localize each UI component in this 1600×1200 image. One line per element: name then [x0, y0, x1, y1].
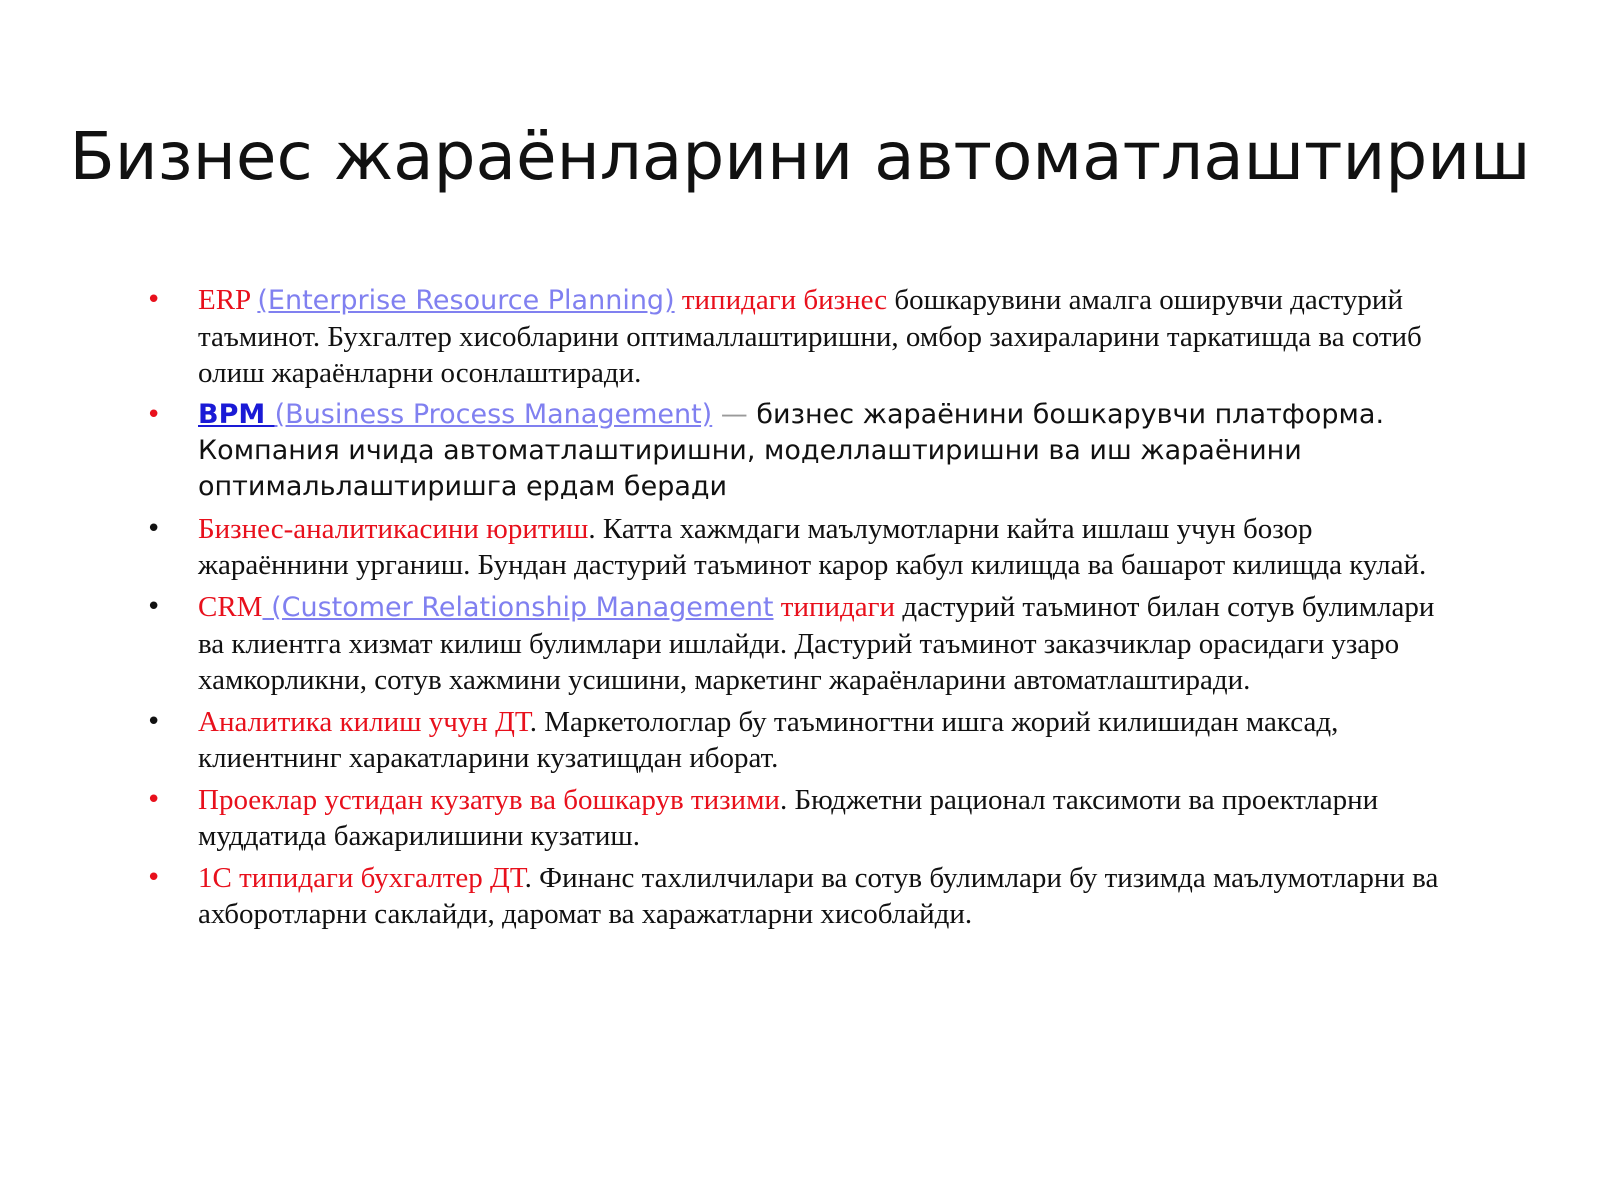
bullet-item-1c: [140, 860, 1460, 932]
analytics-software-description: . Маркетологлар бу таъминогтни ишга жорий килишидан максад, клиентнинг харакатларини кузатищдан иборат.: [198, 706, 1339, 774]
erp-label: ERP: [198, 284, 258, 316]
bullet-text: [198, 282, 1460, 391]
erp-description: бошкарувини амалга оширувчи дастурий таъминот. Бухгалтер хисобларини оптималлаштиришни, омбор захираларини таркатишда ва сотиб олиш жараёнларни осонлаштиради.: [198, 284, 1422, 389]
bullet-item-bpm: [140, 397, 1460, 505]
erp-link[interactable]: (Enterprise Resource Planning): [257, 285, 675, 316]
bullet-icon: •: [146, 863, 162, 893]
bullet-icon: •: [146, 785, 162, 815]
crm-link[interactable]: (Customer Relationship Management: [262, 592, 774, 623]
bullet-icon: •: [146, 707, 162, 737]
crm-type-label: типидаги: [773, 591, 896, 623]
bullet-item-projects: [140, 782, 1460, 854]
slide-title: Бизнес жараёнларини автоматлаштириш: [69, 118, 1531, 195]
bpm-description: бизнес жараёнини бошкарувчи платформа. Компания ичида автоматлаштиришни, моделлаштиришни ва иш жараёнини оптимальлаштиришга ердам беради: [198, 399, 1385, 502]
bullet-icon: •: [146, 592, 162, 622]
analytics-label: Бизнес-аналитикасини юритиш: [198, 513, 589, 545]
crm-description: дастурий таъминот билан сотув булимлари ва клиентга хизмат килиш булимлари ишлайди. Дастурий таъминот заказчиклар орасидаги узаро хамкорликни, сотув хажмини усишини, маркетинг жараёнларини автоматлаштиради.: [198, 591, 1435, 696]
bpm-full-link[interactable]: (Business Process Management): [274, 399, 713, 430]
bullet-item-erp: [140, 282, 1460, 391]
bullet-icon: •: [146, 285, 162, 315]
bullet-text: [198, 511, 1460, 583]
1c-label: 1С типидаги бухгалтер ДТ: [198, 862, 525, 894]
bullet-item-crm: [140, 589, 1460, 698]
bullet-text: [198, 397, 1460, 505]
erp-type-label: типидаги бизнес: [674, 284, 888, 316]
crm-label: CRM: [198, 591, 263, 623]
bullet-text: [198, 860, 1460, 932]
analytics-software-label: Аналитика килиш учун ДТ: [198, 706, 530, 738]
bullet-text: [198, 704, 1460, 776]
bullet-icon: •: [146, 400, 162, 430]
1c-description: . Финанс тахлилчилари ва сотув булимлари бу тизимда маълумотларни ва ахборотларни саклайди, даромат ва харажатларни хисоблайди.: [198, 862, 1439, 930]
bullet-list: [140, 282, 1460, 938]
bullet-item-analytics: [140, 511, 1460, 583]
analytics-description: . Катта хажмдаги маълумотларни кайта ишлаш учун бозор жараённини урганиш. Бундан дастурий таъминот карор кабул килищда ва башарот килищда кулай.: [198, 513, 1427, 581]
bullet-item-analytics-software: [140, 704, 1460, 776]
bpm-dash: —: [712, 399, 757, 430]
projects-label: Проеклар устидан кузатув ва бошкарув тизими: [198, 784, 780, 816]
bpm-link[interactable]: BPM: [198, 399, 275, 430]
bullet-text: [198, 782, 1460, 854]
projects-description: . Бюджетни рационал таксимоти ва проектларни муддатида бажарилишини кузатиш.: [198, 784, 1379, 852]
bullet-icon: •: [146, 514, 162, 544]
bullet-text: [198, 589, 1460, 698]
